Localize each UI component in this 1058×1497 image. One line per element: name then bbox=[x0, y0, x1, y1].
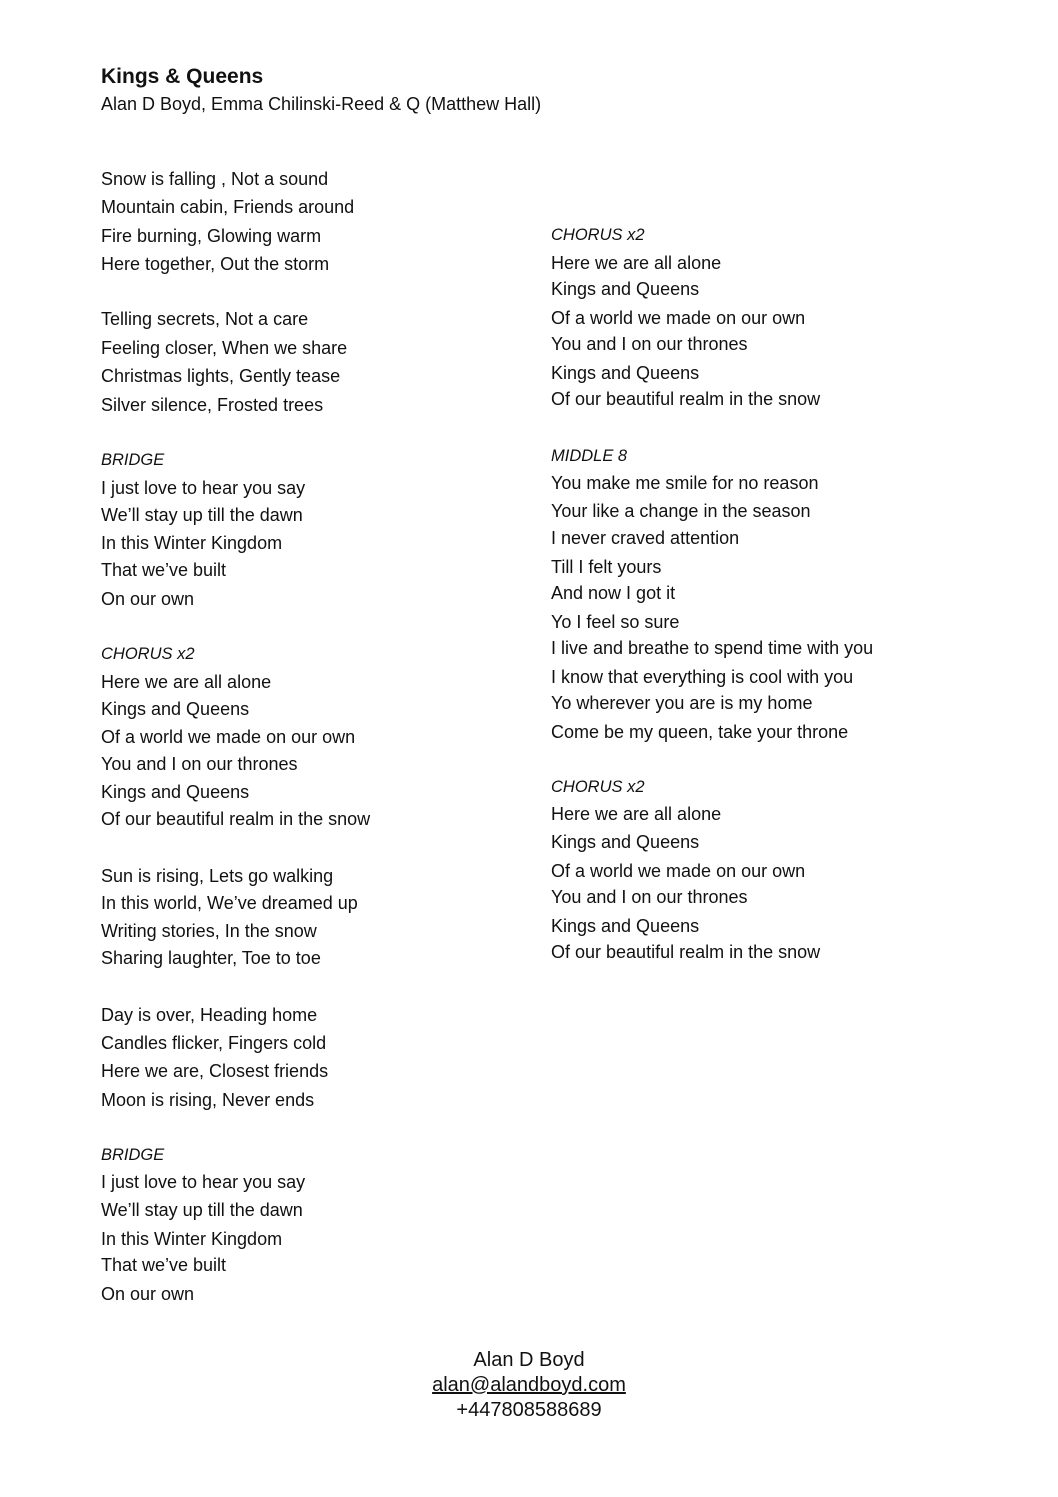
lyric-line: Kings and Queens bbox=[551, 279, 700, 299]
lyric-line: Candles flicker, Fingers cold bbox=[101, 1033, 327, 1053]
lyric-line: Silver silence, Frosted trees bbox=[101, 395, 324, 415]
lyric-line: I live and breathe to spend time with you bbox=[551, 638, 874, 658]
lyric-line: Feeling closer, When we share bbox=[101, 338, 348, 358]
lyric-line: In this world, We’ve dreamed up bbox=[101, 893, 358, 913]
contact-phone: +447808588689 bbox=[456, 1399, 602, 1421]
lyric-line: I just love to hear you say bbox=[101, 478, 306, 498]
section-heading-bridge: BRIDGE bbox=[101, 451, 165, 469]
lyric-line: Sun is rising, Lets go walking bbox=[101, 866, 334, 886]
lyric-line: I never craved attention bbox=[551, 528, 740, 548]
lyric-line: Snow is falling , Not a sound bbox=[101, 169, 329, 189]
song-credits: Alan D Boyd, Emma Chilinski-Reed & Q (Matthew Hall) bbox=[101, 94, 542, 114]
section-heading-chorus: CHORUS x2 bbox=[551, 226, 645, 244]
section-heading-bridge: BRIDGE bbox=[101, 1146, 165, 1164]
contact-email-row bbox=[329, 1373, 729, 1397]
lyric-line: Moon is rising, Never ends bbox=[101, 1090, 315, 1110]
lyric-line: Of a world we made on our own bbox=[101, 727, 356, 747]
lyric-line: Of a world we made on our own bbox=[551, 861, 806, 881]
lyric-line: I just love to hear you say bbox=[101, 1172, 306, 1192]
lyric-line: Telling secrets, Not a care bbox=[101, 309, 309, 329]
lyric-line: In this Winter Kingdom bbox=[101, 533, 283, 553]
lyric-line: Fire burning, Glowing warm bbox=[101, 226, 322, 246]
lyric-line: I know that everything is cool with you bbox=[551, 667, 854, 687]
lyric-line: And now I got it bbox=[551, 583, 676, 603]
lyric-line: Kings and Queens bbox=[551, 916, 700, 936]
lyric-line: You and I on our thrones bbox=[551, 887, 748, 907]
lyric-line: Here we are all alone bbox=[101, 672, 272, 692]
lyric-line: Of our beautiful realm in the snow bbox=[551, 942, 821, 962]
lyric-line: You and I on our thrones bbox=[101, 754, 298, 774]
section-heading-chorus: CHORUS x2 bbox=[101, 645, 195, 663]
contact-email-link[interactable]: alan@alandboyd.com bbox=[432, 1374, 626, 1396]
lyric-line: Come be my queen, take your throne bbox=[551, 722, 849, 742]
lyric-line: Here we are, Closest friends bbox=[101, 1061, 329, 1081]
lyric-line: Christmas lights, Gently tease bbox=[101, 366, 341, 386]
lyric-line: We’ll stay up till the dawn bbox=[101, 1200, 303, 1220]
lyric-line: Here together, Out the storm bbox=[101, 254, 330, 274]
lyric-line: Kings and Queens bbox=[551, 363, 700, 383]
lyric-line: On our own bbox=[101, 1284, 195, 1304]
lyric-line: In this Winter Kingdom bbox=[101, 1229, 283, 1249]
lyric-line: That we’ve built bbox=[101, 1255, 227, 1275]
lyric-line: You and I on our thrones bbox=[551, 334, 748, 354]
song-title: Kings & Queens bbox=[101, 65, 264, 88]
section-heading-middle-8: MIDDLE 8 bbox=[551, 447, 628, 465]
lyric-line: Writing stories, In the snow bbox=[101, 921, 317, 941]
lyric-line: Your like a change in the season bbox=[551, 501, 811, 521]
lyric-line: Yo wherever you are is my home bbox=[551, 693, 813, 713]
lyric-line: On our own bbox=[101, 589, 195, 609]
lyric-line: Kings and Queens bbox=[101, 699, 250, 719]
lyric-line: Here we are all alone bbox=[551, 804, 722, 824]
lyric-line: Sharing laughter, Toe to toe bbox=[101, 948, 321, 968]
lyric-line: Kings and Queens bbox=[101, 782, 250, 802]
lyric-line: Of a world we made on our own bbox=[551, 308, 806, 328]
lyric-line: Till I felt yours bbox=[551, 557, 662, 577]
section-heading-chorus: CHORUS x2 bbox=[551, 778, 645, 796]
lyric-line: We’ll stay up till the dawn bbox=[101, 505, 303, 525]
contact-name: Alan D Boyd bbox=[473, 1349, 585, 1371]
lyric-line: Kings and Queens bbox=[551, 832, 700, 852]
lyric-line: That we’ve built bbox=[101, 560, 227, 580]
lyric-line: Here we are all alone bbox=[551, 253, 722, 273]
lyric-line: Yo I feel so sure bbox=[551, 612, 680, 632]
lyric-line: Day is over, Heading home bbox=[101, 1005, 318, 1025]
lyric-line: Of our beautiful realm in the snow bbox=[551, 389, 821, 409]
lyric-line: Mountain cabin, Friends around bbox=[101, 197, 355, 217]
lyric-line: You make me smile for no reason bbox=[551, 473, 819, 493]
lyric-line: Of our beautiful realm in the snow bbox=[101, 809, 371, 829]
